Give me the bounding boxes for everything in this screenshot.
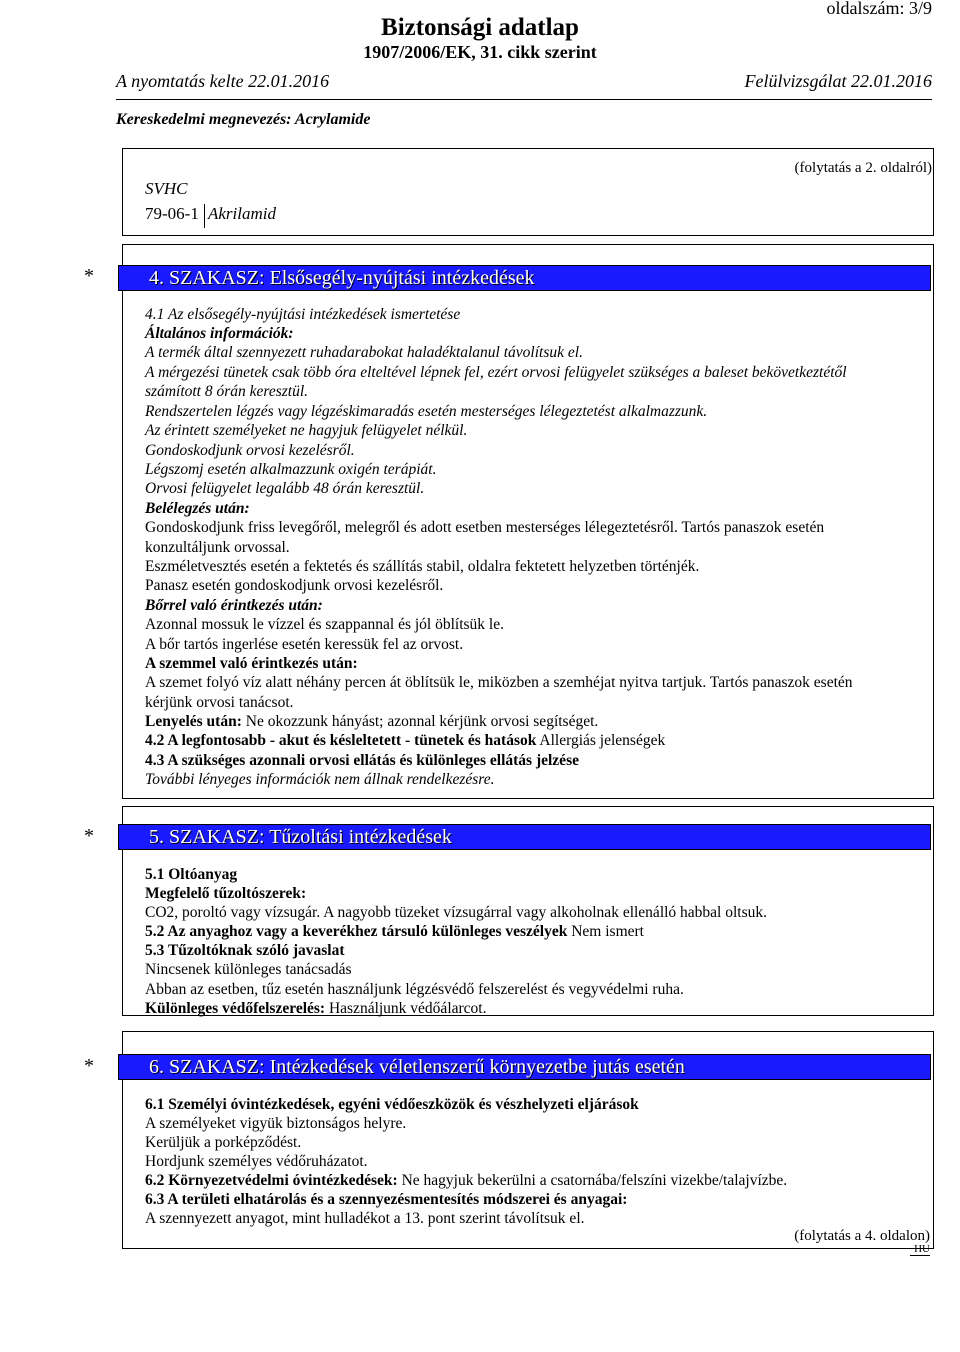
- s62-line: [145, 1171, 787, 1190]
- ingestion-text: Ne okozzunk hányást; azonnal kérjünk orvosi segítséget.: [241, 713, 599, 730]
- text-line: A szemet folyó víz alatt néhány percen át öblítsük le, miközben a szemhéjat nyitva tartjuk. Tartós panaszok esetén: [145, 674, 853, 691]
- eye-contact-heading: A szemmel való érintkezés után:: [145, 655, 358, 672]
- general-info-heading: Általános információk:: [145, 325, 294, 342]
- language-code: HU: [914, 1243, 930, 1255]
- text-line: Panasz esetén gondoskodjunk orvosi kezelésről.: [145, 577, 444, 594]
- s43-heading: 4.3 A szükséges azonnali orvosi ellátás és különleges ellátás jelzése: [145, 752, 579, 769]
- text-line: Nincsenek különleges tanácsadás: [145, 961, 352, 978]
- text-line: CO2, poroltó vagy vízsugár. A nagyobb tüzeket vízsugárral vagy alkoholnak ellenálló habbal oltsuk.: [145, 904, 768, 921]
- section5-title-bar: [118, 824, 931, 850]
- revision-date: Felülvizsgálat 22.01.2016: [744, 71, 932, 91]
- text-line: A személyeket vigyük biztonságos helyre.: [145, 1115, 407, 1132]
- section4-title-bar: [118, 265, 931, 291]
- svhc-separator: [204, 204, 205, 228]
- section5-change-marker: *: [84, 825, 94, 847]
- text-line: konzultáljunk orvossal.: [145, 539, 290, 556]
- ingestion-heading: Lenyelés után:: [145, 713, 242, 730]
- trade-name: Kereskedelmi megnevezés: Acrylamide: [116, 111, 371, 128]
- continued-from: (folytatás a 2. oldalról): [794, 160, 932, 176]
- s42-text: Allergiás jelenségek: [536, 732, 666, 749]
- ppe-heading: Különleges védőfelszerelés:: [145, 1000, 326, 1017]
- text-line: számított 8 órán keresztül.: [145, 383, 309, 400]
- section6-title-bar: [118, 1054, 931, 1080]
- text-line: Abban az esetben, tűz esetén használjunk légzésvédő felszerelést és vegyvédelmi ruha.: [145, 981, 684, 998]
- s53-heading: 5.3 Tűzoltóknak szóló javaslat: [145, 942, 345, 959]
- s51-heading: 5.1 Oltóanyag: [145, 866, 238, 883]
- text-line: A szennyezett anyagot, mint hulladékot a 13. pont szerint távolítsuk el.: [145, 1210, 585, 1227]
- text-line: További lényeges információk nem állnak rendelkezésre.: [145, 771, 495, 788]
- s63-heading: 6.3 A területi elhatárolás és a szennyezésmentesítés módszerei és anyagai:: [145, 1191, 628, 1208]
- s61-heading: 6.1 Személyi óvintézkedések, egyéni védőeszközök és vészhelyzeti eljárások: [145, 1096, 639, 1113]
- text-line: kérjünk orvosi tanácsot.: [145, 694, 294, 711]
- s52-line: [145, 922, 644, 941]
- text-line: A mérgezési tünetek csak több óra elteltével lépnek fel, ezért orvosi felügyelet szükséges a baleset bekövetkeztétől: [145, 364, 847, 381]
- page-number: oldalszám: 3/9: [826, 0, 932, 18]
- continued-on: (folytatás a 4. oldalon): [794, 1228, 930, 1244]
- text-line: A termék által szennyezett ruhadarabokat haladéktalanul távolítsuk el.: [145, 344, 583, 361]
- svhc-substance-name: Akrilamid: [208, 204, 276, 223]
- s41-heading: 4.1 Az elsősegély-nyújtási intézkedések ismertetése: [145, 306, 461, 323]
- text-line: Légszomj esetén alkalmazzunk oxigén terápiát.: [145, 461, 437, 478]
- s42-line: [145, 731, 665, 750]
- section4-title: 4. SZAKASZ: Elsősegély-nyújtási intézkedések: [149, 267, 535, 289]
- s42-heading: 4.2 A legfontosabb - akut és késleltetett - tünetek és hatások: [145, 732, 537, 749]
- header-divider: [116, 99, 932, 100]
- ingestion-line: [145, 712, 598, 731]
- s62-text: Ne hagyjuk bekerülni a csatornába/felszíni vizekbe/talajvízbe.: [397, 1172, 788, 1189]
- svhc-label: SVHC: [145, 179, 188, 198]
- text-line: Gondoskodjunk friss levegőről, melegről és adott esetben mesterséges lélegeztetésről. Tartós panaszok esetén: [145, 519, 825, 536]
- text-line: Hordjunk személyes védőruházatot.: [145, 1153, 368, 1170]
- skin-contact-heading: Bőrrel való érintkezés után:: [145, 597, 323, 614]
- ppe-line: [145, 999, 486, 1018]
- section5-title: 5. SZAKASZ: Tűzoltási intézkedések: [149, 826, 452, 848]
- section4-change-marker: *: [84, 265, 94, 287]
- svhc-cas-number: 79-06-1: [145, 204, 199, 223]
- s52-heading: 5.2 Az anyaghoz vagy a keverékhez társuló különleges veszélyek: [145, 923, 568, 940]
- document-title: Biztonsági adatlap: [381, 14, 579, 41]
- inhalation-heading: Belélegzés után:: [145, 500, 250, 517]
- text-line: Rendszertelen légzés vagy légzéskimaradás esetén mesterséges lélegeztetést alkalmazzunk.: [145, 403, 708, 420]
- s62-heading: 6.2 Környezetvédelmi óvintézkedések:: [145, 1172, 398, 1189]
- s52-text: Nem ismert: [567, 923, 644, 940]
- text-line: A bőr tartós ingerlése esetén keressük fel az orvost.: [145, 636, 464, 653]
- print-date: A nyomtatás kelte 22.01.2016: [116, 71, 330, 91]
- text-line: Gondoskodjunk orvosi kezelésről.: [145, 442, 355, 459]
- suitable-media-heading: Megfelelő tűzoltószerek:: [145, 885, 307, 902]
- text-line: Orvosi felügyelet legalább 48 órán keresztül.: [145, 480, 425, 497]
- text-line: Eszméletvesztés esetén a fektetés és szállítás stabil, oldalra fektetett helyzetben történjék.: [145, 558, 700, 575]
- document-subtitle: 1907/2006/EK, 31. cikk szerint: [363, 42, 597, 62]
- section6-change-marker: *: [84, 1055, 94, 1077]
- text-line: Azonnal mossuk le vízzel és szappannal és jól öblítsük le.: [145, 616, 504, 633]
- footer-divider: [910, 1255, 930, 1256]
- text-line: Kerüljük a porképződést.: [145, 1134, 302, 1151]
- section6-title: 6. SZAKASZ: Intézkedések véletlenszerű környezetbe jutás esetén: [149, 1056, 685, 1078]
- ppe-text: Használjunk védőálarcot.: [325, 1000, 487, 1017]
- text-line: Az érintett személyeket ne hagyjuk felügyelet nélkül.: [145, 422, 468, 439]
